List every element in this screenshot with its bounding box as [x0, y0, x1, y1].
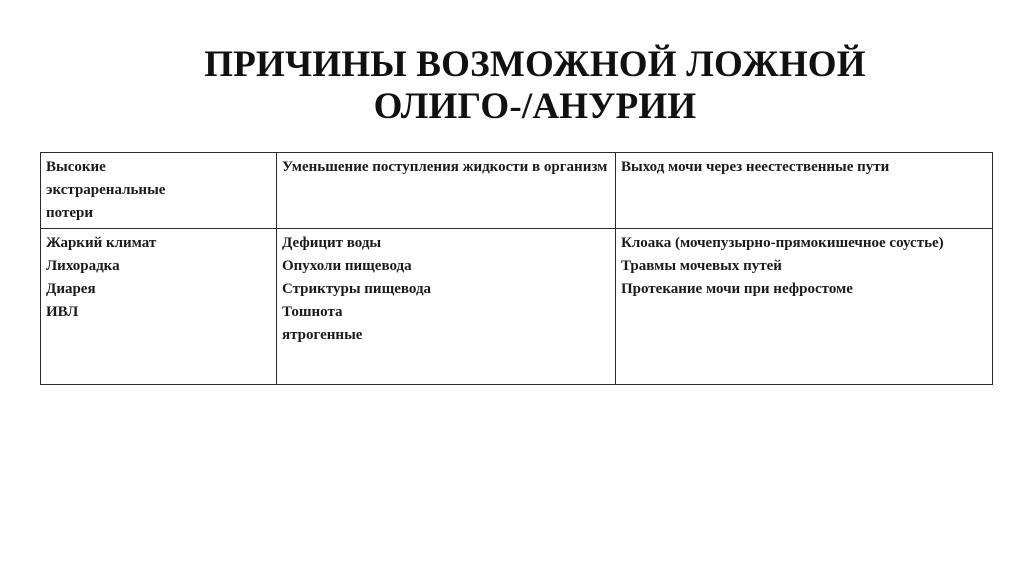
table-header-row: [41, 153, 993, 229]
header-text: Уменьшение поступления жидкости в организм: [282, 159, 608, 175]
slide-title: [0, 44, 1024, 128]
list-item: Протекание мочи при нефростоме: [621, 281, 853, 297]
cell-unnatural-routes-list: [616, 229, 993, 385]
list-item: ИВЛ: [46, 304, 79, 320]
table-row: [41, 229, 993, 385]
header-text: Высокие экстраренальные потери: [46, 159, 166, 221]
list-item: Диарея: [46, 281, 96, 297]
list-item: Дефицит воды: [282, 235, 382, 251]
list-item: Клоака (мочепузырно-прямокишечное соустье): [621, 235, 944, 251]
header-cell-reduced-intake: [277, 153, 616, 229]
list-item: Жаркий климат: [46, 235, 157, 251]
title-line-1: ПРИЧИНЫ ВОЗМОЖНОЙ ЛОЖНОЙ: [204, 44, 866, 85]
header-text: Выход мочи через неестественные пути: [621, 159, 890, 175]
list-item: Тошнота: [282, 304, 343, 320]
list-item: Опухоли пищевода: [282, 258, 412, 274]
cell-extrarenal-losses-list: [41, 229, 277, 385]
header-cell-unnatural-routes: [616, 153, 993, 229]
title-line-2: ОЛИГО-/АНУРИИ: [373, 86, 697, 127]
list-item: Лихорадка: [46, 258, 120, 274]
causes-table: [40, 152, 993, 385]
cell-reduced-intake-list: [277, 229, 616, 385]
header-cell-extrarenal-losses: [41, 153, 277, 229]
list-item: Травмы мочевых путей: [621, 258, 782, 274]
list-item: Стриктуры пищевода: [282, 281, 432, 297]
list-item: ятрогенные: [282, 327, 363, 343]
